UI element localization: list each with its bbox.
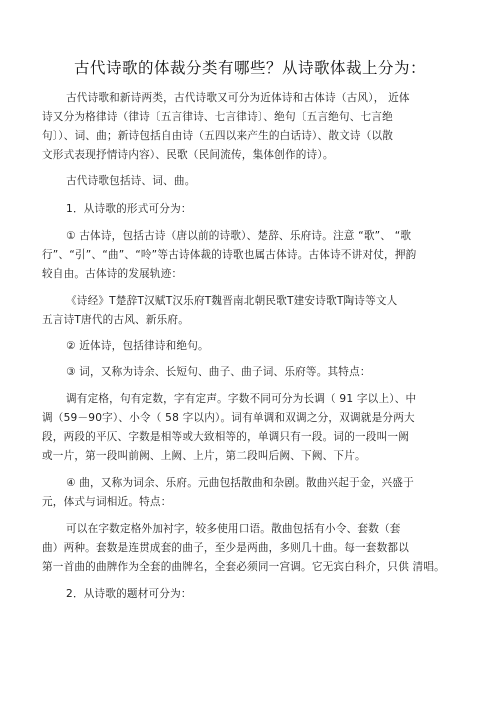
section-heading: 1．从诗歌的形式可分为： — [66, 203, 192, 215]
paragraph-line: 古代诗歌和新诗两类，古代诗歌又可分为近体诗和古体诗（古风）， 近体 — [66, 92, 410, 104]
paragraph-line: 文形式表现抒情诗内容）、民歌（民间流传，集体创作的诗）。 — [42, 149, 334, 161]
paragraph-line: 行”、“引”、“曲”、“呤”等古诗体裁的诗歌也属古体诗。古体诗不讲对仗，押韵 — [42, 249, 417, 261]
paragraph-line: 或一片，第一段叫前阙、上阙、上片，第二段叫后阙、下阙、下片。 — [42, 450, 366, 462]
paragraph-line: ④ 曲，又称为词余、乐府。元曲包括散曲和杂剧。散曲兴起于金，兴盛于 — [66, 477, 414, 489]
paragraph-line: 段，两段的平仄、字数是相等或大致相等的，单调只有一段。词的一段叫一阙 — [42, 431, 409, 443]
paragraph-line: ① 古体诗，包括古诗（唐以前的诗歌）、楚辞、乐府诗。注意 “歌”、 “歌 — [66, 230, 412, 242]
paragraph-line: 元，体式与词相近。特点： — [42, 496, 172, 508]
section-heading: 2．从诗歌的题材可分为： — [66, 588, 192, 600]
paragraph-line: 调（59－90字）、小令（ 58 字以内）。词有单调和双调之分，双调就是分两大 — [42, 412, 415, 424]
paragraph-line: 古代诗歌包括诗、词、曲。 — [66, 175, 196, 187]
paragraph-line: 诗又分为格律诗（律诗〔五言律诗、七言律诗〕、绝句〔五言绝句、七言绝 — [42, 111, 393, 123]
paragraph-line: 较自由。古体诗的发展轨迹： — [42, 268, 183, 280]
paragraph-line: 可以在字数定格外加衬字，较多使用口语。散曲包括有小令、套数（套 — [66, 523, 401, 535]
paragraph-line: ③ 词，又称为诗余、长短句、曲子、曲子词、乐府等。其特点： — [66, 366, 371, 378]
page-title: 古代诗歌的体裁分类有哪些？从诗歌体裁上分为： — [73, 59, 426, 77]
paragraph-line: 曲）两种。套数是连贯成套的曲子，至少是两曲，多则几十曲。每一套数都以 — [42, 542, 409, 554]
paragraph-line: ② 近体诗，包括律诗和绝句。 — [66, 340, 209, 352]
paragraph-line: 五言诗T唐代的古风、新乐府。 — [42, 314, 189, 326]
paragraph-line: 句〕）、词、曲；新诗包括自由诗（五四以来产生的白话诗）、散文诗（以散 — [42, 130, 394, 142]
paragraph-line: 《诗经》T楚辞T汉赋T汉乐府T魏晋南北朝民歌T建安诗歌T陶诗等文人 — [66, 295, 398, 307]
paragraph-line: 第一首曲的曲牌作为全套的曲牌名，全套必须同一宫调。它无宾白科介，只供 清唱。 — [42, 561, 445, 573]
paragraph-line: 调有定格，句有定数，字有定声。字数不同可分为长调（ 91 字以上）、中 — [66, 393, 417, 405]
